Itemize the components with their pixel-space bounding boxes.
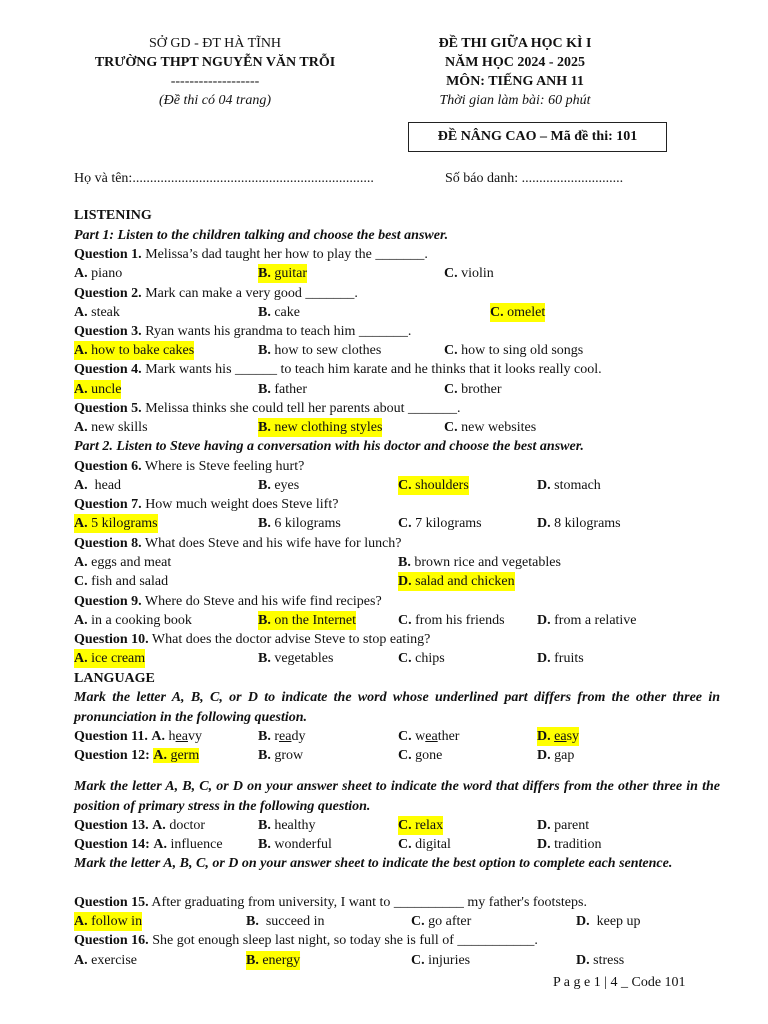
question-8-options-row1	[74, 553, 724, 572]
header-divider: -------------------	[170, 74, 260, 89]
option-b: B. succeed in	[246, 914, 325, 929]
question-11	[74, 727, 724, 746]
question-9: Question 9. Where do Steve and his wife find recipes?	[74, 594, 382, 609]
question-10-options	[74, 649, 724, 668]
option-b: B. how to sew clothes	[258, 343, 382, 358]
option-d: D. stress	[576, 953, 625, 968]
question-8-options-row2	[74, 572, 724, 591]
question-3: Question 3. Ryan wants his grandma to teach him _______.	[74, 324, 412, 339]
option-b: B. father	[258, 382, 307, 397]
question-4-options	[74, 380, 724, 399]
question-4: Question 4. Mark wants his ______ to teach him karate and he thinks that it looks really cool.	[74, 362, 602, 377]
option-a-highlighted: A. ice cream	[74, 651, 146, 666]
question-3-options	[74, 341, 724, 360]
question-14-option-a: Question 14: A. influence	[74, 837, 223, 852]
question-13-option-a: Question 13. A. doctor	[74, 818, 206, 833]
pronunciation-instruction: Mark the letter A, B, C, or D to indicate the word whose underlined part differs from the other three in pronunciation in the following question.	[74, 690, 720, 725]
name-field: Họ và tên:.....................................................................	[74, 171, 374, 186]
stress-instruction: Mark the letter A, B, C, or D on your answer sheet to indicate the word that differs from the other three in the position of primary stress in the following question.	[74, 779, 720, 814]
option-c: C. chips	[398, 651, 445, 666]
question-15: Question 15. After graduating from university, I want to __________ my father's footsteps.	[74, 895, 587, 910]
option-c: C. how to sing old songs	[444, 343, 584, 358]
option-d: D. parent	[537, 818, 590, 833]
question-1: Question 1. Melissa’s dad taught her how to play the _______.	[74, 247, 428, 262]
option-b-highlighted: B. new clothing styles	[258, 420, 383, 435]
question-12	[74, 746, 724, 765]
option-b: B. cake	[258, 305, 300, 320]
student-info	[74, 169, 724, 188]
question-7-options	[74, 514, 724, 533]
question-2-options	[74, 303, 724, 322]
option-d: D. stomach	[537, 478, 601, 493]
option-b: B. ready	[258, 729, 306, 744]
option-b: B. eyes	[258, 478, 300, 493]
option-d-highlighted: D. easy	[537, 729, 580, 744]
page-footer: P a g e 1 | 4 _ Code 101	[553, 975, 686, 990]
question-1-options	[74, 264, 724, 283]
option-d: D. keep up	[576, 914, 641, 929]
question-13	[74, 816, 724, 835]
option-c: C. go after	[411, 914, 472, 929]
option-c: C. fish and salad	[74, 574, 169, 589]
option-b: B. wonderful	[258, 837, 332, 852]
exam-title: ĐỀ THI GIỮA HỌC KÌ I	[438, 36, 592, 51]
question-9-options	[74, 611, 724, 630]
option-d: D. gap	[537, 748, 575, 763]
option-c: C. injuries	[411, 953, 471, 968]
option-a: A. head	[74, 478, 122, 493]
option-d: D. 8 kilograms	[537, 516, 621, 531]
header-left	[60, 34, 370, 110]
option-c: C. gone	[398, 748, 443, 763]
option-c: C. weather	[398, 729, 460, 744]
option-c-highlighted: C. relax	[398, 818, 444, 833]
option-a-highlighted: A. follow in	[74, 914, 143, 929]
question-11-option-a: Question 11. A. heavy	[74, 729, 202, 744]
question-5-options	[74, 418, 724, 437]
school-year: NĂM HỌC 2024 - 2025	[445, 55, 585, 70]
school-name: TRƯỜNG THPT NGUYỄN VĂN TRỖI	[94, 55, 336, 70]
completion-instruction: Mark the letter A, B, C, or D on your answer sheet to indicate the best option to complete each sentence.	[74, 856, 673, 871]
option-d-highlighted: D. salad and chicken	[398, 574, 515, 589]
option-a-highlighted: A. 5 kilograms	[74, 516, 158, 531]
department: SỞ GD - ĐT HÀ TĨNH	[148, 36, 282, 51]
question-16: Question 16. She got enough sleep last night, so today she is full of ___________.	[74, 933, 538, 948]
option-c: C. 7 kilograms	[398, 516, 482, 531]
option-b: B. healthy	[258, 818, 316, 833]
option-a: A. in a cooking book	[74, 613, 192, 628]
question-2: Question 2. Mark can make a very good _______.	[74, 286, 358, 301]
option-c-highlighted: C. shoulders	[398, 478, 469, 493]
header-right	[410, 34, 620, 110]
option-c: C. new websites	[444, 420, 537, 435]
option-d: D. tradition	[537, 837, 602, 852]
option-a: A. eggs and meat	[74, 555, 172, 570]
option-b-highlighted: B. energy	[246, 953, 301, 968]
option-c: C. violin	[444, 266, 494, 281]
exam-code-box: ĐỀ NÂNG CAO – Mã đề thi: 101	[408, 122, 667, 152]
option-b: B. grow	[258, 748, 304, 763]
option-d: D. from a relative	[537, 613, 637, 628]
option-a: A. new skills	[74, 420, 148, 435]
duration: Thời gian làm bài: 60 phút	[439, 93, 591, 108]
option-b: B. vegetables	[258, 651, 334, 666]
option-b: B. brown rice and vegetables	[398, 555, 561, 570]
question-15-options	[74, 912, 724, 931]
option-c: C. from his friends	[398, 613, 505, 628]
option-c: C. digital	[398, 837, 451, 852]
question-6-options	[74, 476, 724, 495]
section-language-title: LANGUAGE	[74, 671, 155, 686]
option-a: A. steak	[74, 305, 120, 320]
question-12-option-a: Question 12: A. germ	[74, 748, 200, 763]
option-d: D. fruits	[537, 651, 584, 666]
section-listening-title: LISTENING	[74, 208, 152, 223]
question-14	[74, 835, 724, 854]
subject: MÔN: TIẾNG ANH 11	[446, 74, 584, 89]
option-a: A. exercise	[74, 953, 137, 968]
option-a-highlighted: A. uncle	[74, 382, 122, 397]
question-5: Question 5. Melissa thinks she could tell her parents about _______.	[74, 401, 461, 416]
option-b-highlighted: B. on the Internet	[258, 613, 356, 628]
option-b-highlighted: B. guitar	[258, 266, 307, 281]
id-field: Số báo danh: .............................	[445, 171, 624, 186]
part1-instruction: Part 1: Listen to the children talking and choose the best answer.	[74, 228, 449, 243]
part2-instruction: Part 2. Listen to Steve having a conversation with his doctor and choose the best answer.	[74, 439, 584, 454]
question-10: Question 10. What does the doctor advise Steve to stop eating?	[74, 632, 431, 647]
pages-note: (Đề thi có 04 trang)	[159, 93, 271, 108]
question-16-options	[74, 951, 724, 970]
question-7: Question 7. How much weight does Steve lift?	[74, 497, 339, 512]
option-c-highlighted: C. omelet	[490, 305, 546, 320]
option-a-highlighted: A. how to bake cakes	[74, 343, 195, 358]
question-6: Question 6. Where is Steve feeling hurt?	[74, 459, 305, 474]
option-b: B. 6 kilograms	[258, 516, 341, 531]
option-a: A. piano	[74, 266, 123, 281]
option-c: C. brother	[444, 382, 502, 397]
question-8: Question 8. What does Steve and his wife have for lunch?	[74, 536, 402, 551]
